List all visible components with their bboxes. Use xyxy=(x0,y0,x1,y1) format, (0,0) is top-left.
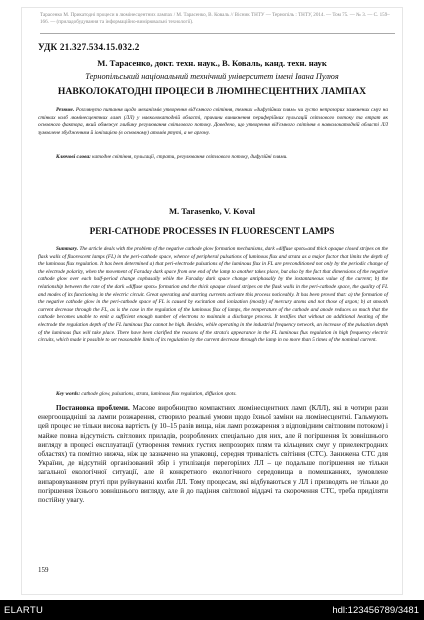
citation-header: Тарасенко М. Прикатодні процеси в люмінесцентних лампах / М. Тарасенко, В. Коваль // Вісник ТНТУ — Тернопіль : ТНТУ, 2014. — Том 75. — № 3. — С. 159–166. — (приладобудування та інформаційно-вимірювальні технології). xyxy=(40,12,390,25)
summary-paragraph xyxy=(38,246,388,345)
udk-code: УДК 21.327.534.15.032.2 xyxy=(38,42,140,52)
problem-statement-paragraph xyxy=(38,404,388,505)
summary-text: The article deals with the problem of the negative cathode glow formation mechanisms, dark «diffuse spots»and thick opaque closed stripes on the flask walls of fluorescent lamps (FL) in the peri-cathode space, whence of peripheral pulsations of luminous flux and strata as a major factor that limits the depth of the luminous flux regulation. It has been determined a) that peri-electrode pulsations of the luminous flux in FL are preconditioned not only by the periodic change of the electrode polarity, when the movement of Faraday dark space from one end of the lamp to another takes place, but also by the fact that dimensions of the negative cathode glow over each half-period change cophasally while the Faraday dark space change antiphasally by the instantaneous value of the current; b) the relationship between the rate of the dark «diffuse spots» formation and the thick opaque closed stripes on the flask walls in the peri-cathode space, the quality of FL and modes of its functioning in the electric circuit. Great operating and starting currents activate this process noticeably. It has been proved that: a) the formation of the negative cathode glow in the peri-cathode space of FL is caused by excitation and ionization (mostly) of mercury atoms and not those of argon; b) at smooth current decrease through the FL, as is the case in the regulation of the luminous flux of lamps, the temperature of the cathode and anode reduces so much that the cathode becomes unable to emit a sufficient enough number of electrons to maintain a discharge process. It testifies that without an additional heating of the electrode the regulation depth of the FL luminous flux cannot be high. Besides, while operating in the industrial frequency network, an increase of the pulsation depth of the luminous flux will take place. There have been clarified the reasons of the strata's appearance in the FL luminous flux regulation in high frequency electric circuits, which made it possible to set reasonable limits of its regulation by the current decrease through the lamp in no more than 5 times of the nominal current. xyxy=(38,246,389,344)
authors-ukrainian: М. Тарасенко, докт. техн. наук., В. Коваль, канд. техн. наук xyxy=(97,58,327,68)
header-rule xyxy=(40,33,395,34)
authors-english: M. Tarasenko, V. Koval xyxy=(168,206,256,216)
summary-label: Summary. xyxy=(56,246,79,252)
resume-paragraph xyxy=(38,107,388,137)
resume-text: Розглянуто питання щодо механізмів утворення від'ємного світіння, темних «дифузійних плям» чи густо непрозорих замкнених смуг на стінках колб люмінесцентних ламп (ЛЛ) у навколокатодній області, причини виникнення периферійних пульсацій світлового потоку та втрат як основного фактора, який обмежує глибину регулювання світлового потоку. Доведено, що утворення від'ємного світіння в навколокатодній області ЛЛ зумовлене збудженням й іонізацією (в основному) атомів ртуті, а не аргону. xyxy=(38,107,389,136)
problem-label: Постановка проблеми. xyxy=(56,404,130,412)
keywords-english xyxy=(38,391,388,399)
resume-label: Резюме. xyxy=(56,107,75,113)
repository-name: ELARTU xyxy=(4,605,44,616)
problem-text: Масове виробництво компактних люмінесцентних ламп (КЛЛ), які в чотири рази енергоощадніші за лампи розжарення, створило реальні умови щодо їхньої заміни на люмінесцентні. Гальмують цей процес не тільки висока вартість (у 10–15 разів вища, ніж ламп розжарення з відповідним світловим потоком) і майже повна відсутність світлових приладів, розроблених спеціально для них, але й погіршення їх зовнішнього вигляду в процесі експлуатації (утворення темних густих непрозорих плям та кільцевих смуг у приелектродних областях) та помітно нижча, ніж це зазначено на упаковці, середня тривалість світіння (СТС). Занижена СТС для України, де відсутній організований збір і утилізація перегорілих ЛЛ – це подальше погіршення не тільки загальної екологічної ситуації, але й конкретного екологічного середовища в помешканнях, зумовлене випаровуванням ртуті при руйнуванні колби ЛЛ. Тому процесам, які відбуваються у ЛЛ і призводять не тільки до погіршення їхнього зовнішнього вигляду, але й до падіння світлової віддачі та скорочення СТС, треба приділяти постійну увагу. xyxy=(38,404,388,505)
keywords-uk-text: катодне світіння, пульсації, страти, регулювання світлового потоку, дифузійні плями. xyxy=(92,154,288,160)
handle-identifier[interactable]: hdl:123456789/3481 xyxy=(332,605,419,616)
institution: Тернопільський національний технічний університет імені Івана Пулюя xyxy=(85,72,339,81)
keywords-en-label: Key words: xyxy=(56,391,81,397)
viewer-footer-bar xyxy=(0,600,424,620)
page-number: 159 xyxy=(38,566,49,574)
keywords-uk-label: Ключові слова: xyxy=(56,154,91,160)
title-ukrainian: НАВКОЛОКАТОДНІ ПРОЦЕСИ В ЛЮМІНЕСЦЕНТНИХ ЛАМПАХ xyxy=(57,86,367,97)
keywords-ukrainian xyxy=(38,154,388,162)
keywords-en-text: cathode glow, pulsations, strata, luminous flux regulation, diffusion spots. xyxy=(81,391,237,397)
title-english: PERI-CATHODE PROCESSES IN FLUORESCENT LAMPS xyxy=(89,226,335,236)
